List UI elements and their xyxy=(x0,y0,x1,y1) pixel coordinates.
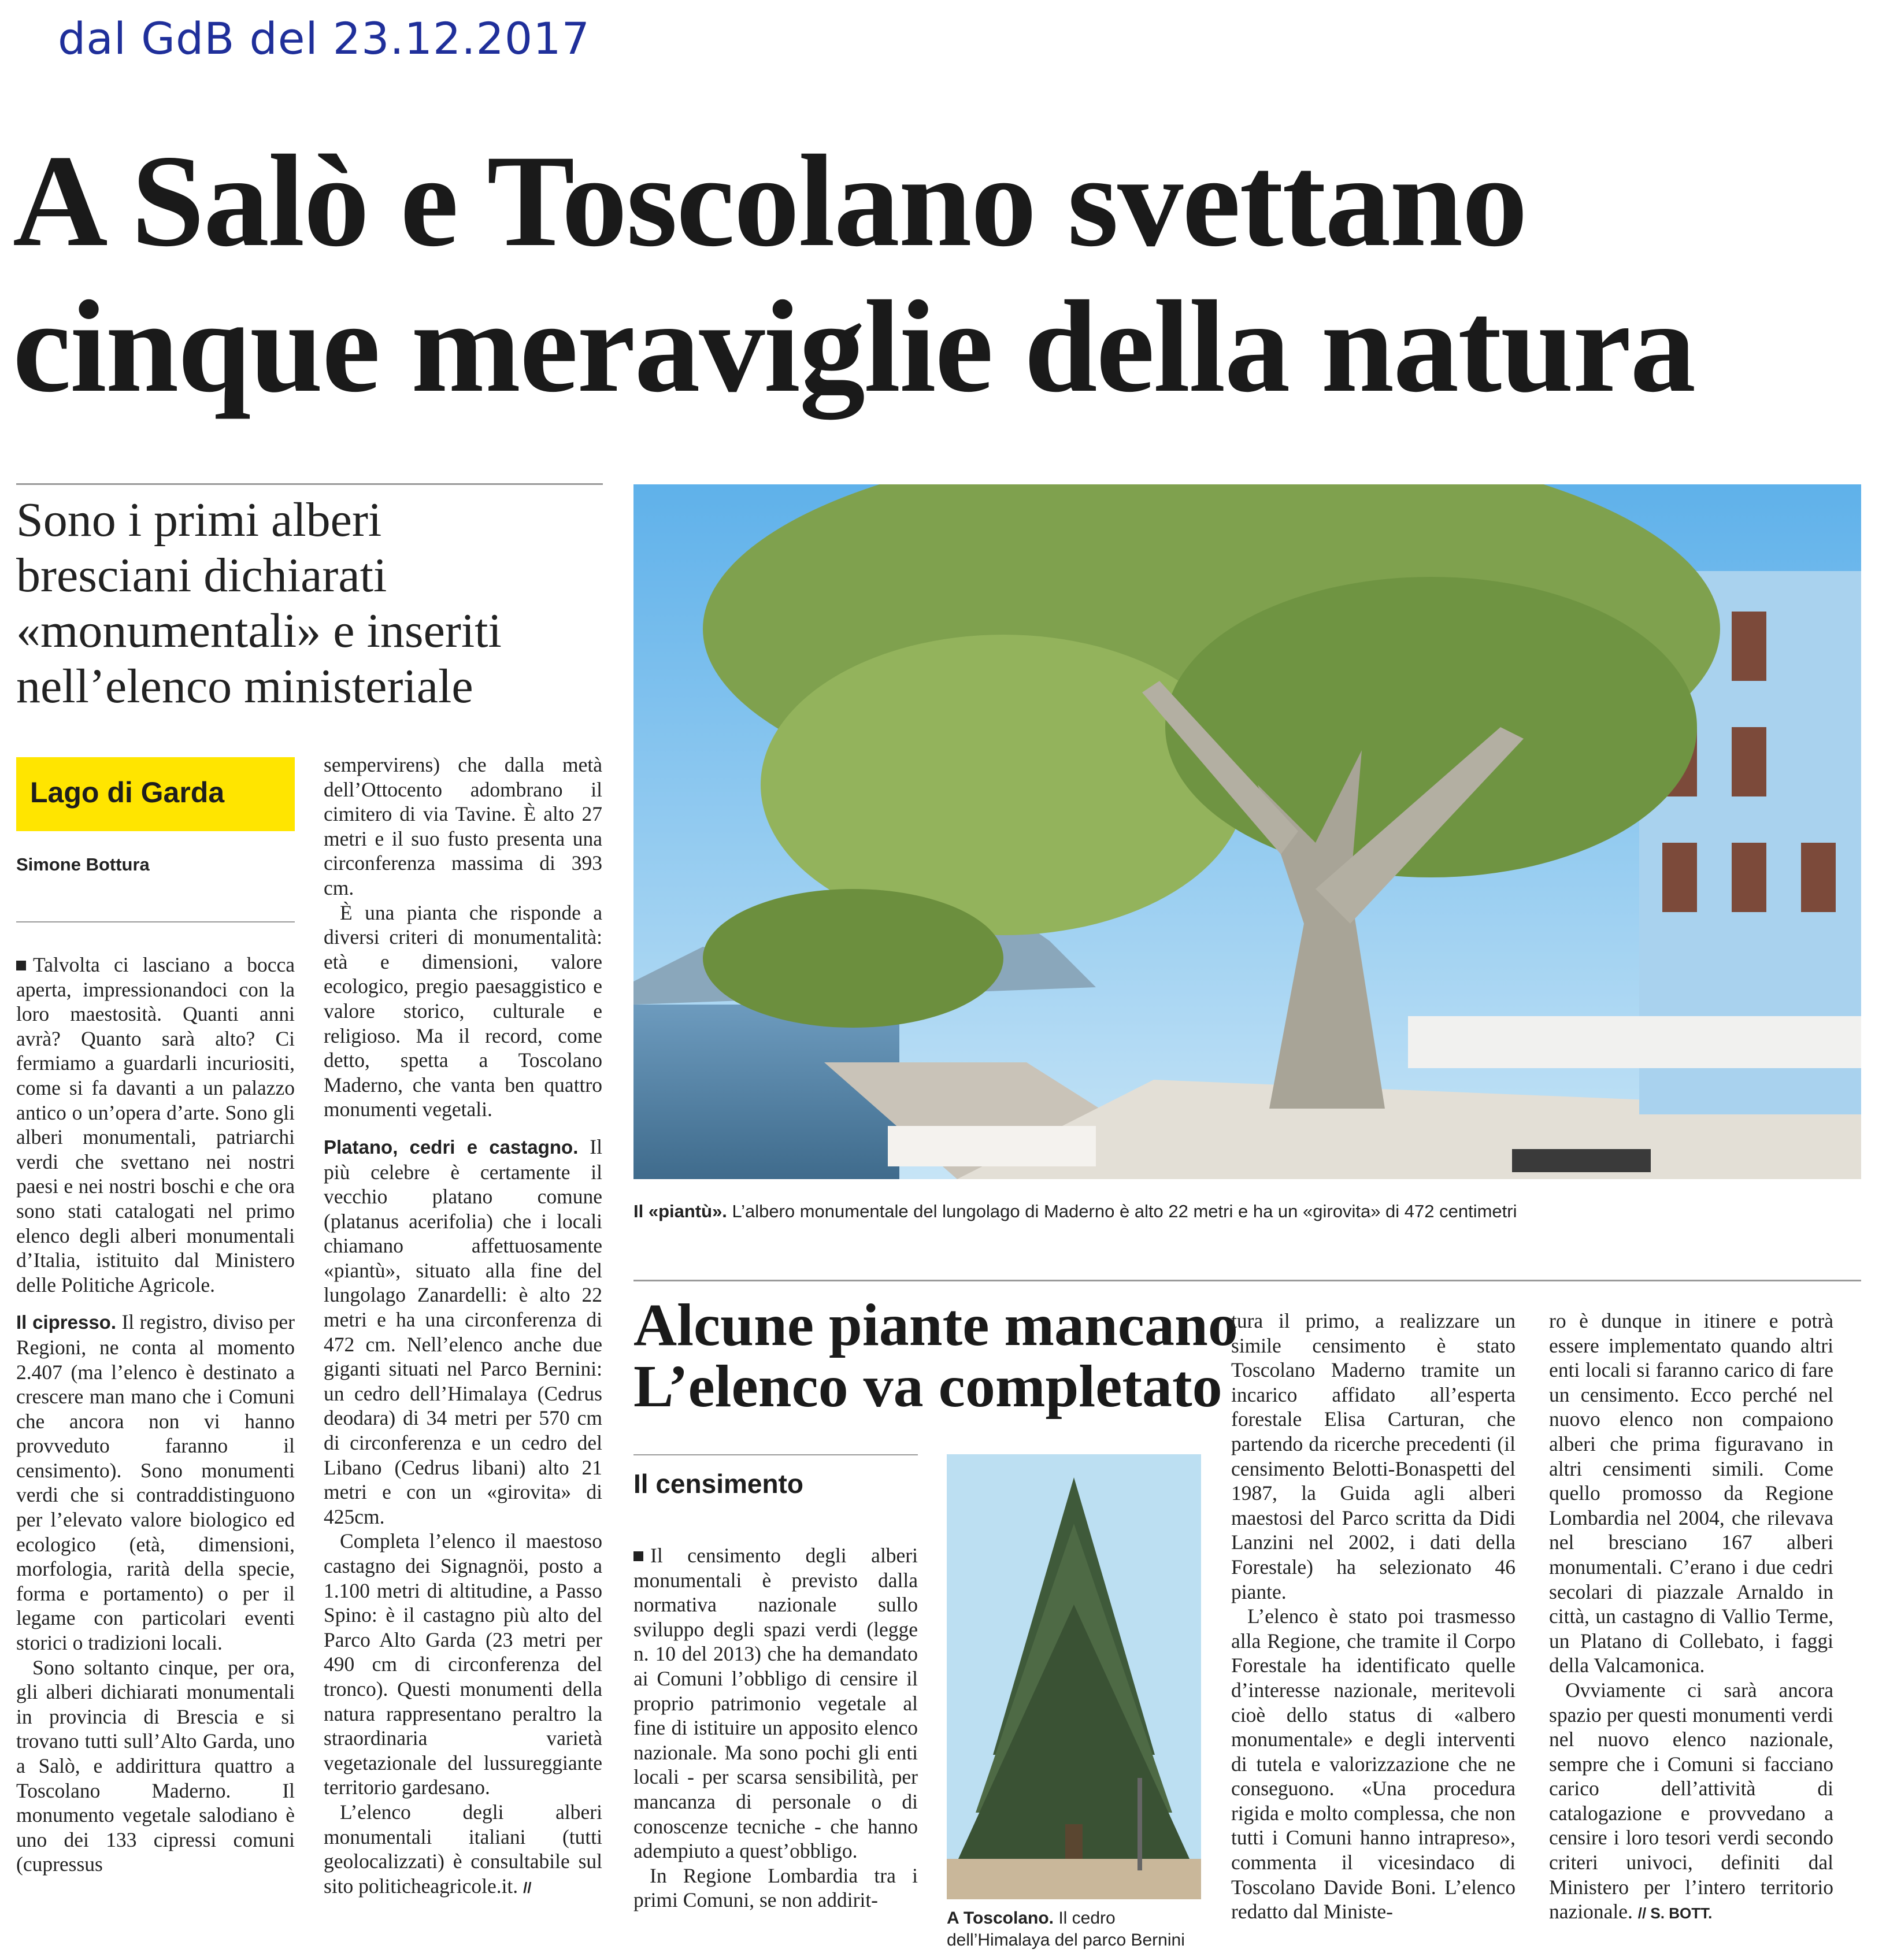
article2-paragraph: In Regione Lombardia tra i primi Comuni, se non addirit- xyxy=(633,1863,918,1912)
byline-rule xyxy=(16,921,295,922)
article1-p1-text: Talvolta ci lasciano a bocca aperta, impressionandoci con la loro maestosità. Quanti anni avrà? Quanto sarà alto? Ci fermiamo a guardarli incuriositi, come si fa davanti a un palazzo antico o un’opera d’arte. Sono gli alberi monumentali, patriarchi verdi che svettano nei nostri paesi e nei nostri boschi e che ora sono stati catalogati nel primo elenco degli alberi monumentali d’Italia, istituito dal Ministero delle Politiche Agricole. xyxy=(16,953,295,1296)
byline: Simone Bottura xyxy=(16,854,150,875)
photo2-caption xyxy=(947,1907,1201,1951)
article2-column-2 xyxy=(1231,1309,1516,1924)
article2-paragraph: L’elenco è stato poi trasmesso alla Regione, che tramite il Corpo Forestale ha identificato quelle d’interesse nazionale, meritevoli cioè dello status di «albero monumentale» e degli interventi di tutela e valorizzazione che ne conseguono. «Una procedura rigida e molto complessa, che non tutti i Comuni hanno intrapreso», commenta il vicesindaco di Toscolano Davide Boni. L’elenco redatto dal Ministe- xyxy=(1231,1605,1516,1924)
photo-himalayan-cedar xyxy=(947,1454,1201,1899)
paragraph-lead-in: Il cipresso. xyxy=(16,1311,117,1333)
section-tag-label: Lago di Garda xyxy=(30,776,225,809)
article1-paragraph xyxy=(16,953,295,1297)
article1-column-2 xyxy=(324,753,602,1900)
subhead-line-1: Sono i primi alberi xyxy=(16,493,382,547)
photo2-caption-text: Il cedro dell’Himalaya del parco Bernini xyxy=(947,1909,1185,1950)
article2-p1-text: Il censimento degli alberi monumentali è previsto dalla normativa nazionale sullo sviluppo degli spazi verdi (legge n. 10 del 2013) che ha demandato ai Comuni l’obbligo di censire il proprio patrimonio vegetale al fine di istituire un apposito elenco nazionale. Ma sono pochi gli enti locali - per scarsa sensibilità, per mancanza di personale o di conoscenze tecniche - che hanno adempiuto a quest’obbligo. xyxy=(633,1544,918,1863)
subhead-top-rule xyxy=(16,483,603,485)
article1-paragraph: È una pianta che risponde a diversi criteri di monumentalità: età e dimensioni, valore ecologico, pregio paesaggistico e valore storico, culturale e religioso. Ma il record, come detto, spetta a Toscolano Maderno, che vanta ben quattro monumenti vegetali. xyxy=(324,901,602,1121)
subhead-line-2: bresciani dichiarati xyxy=(16,549,387,602)
subheadline xyxy=(16,492,600,714)
lead-square-icon xyxy=(633,1551,643,1561)
article2-paragraph: ro è dunque in itinere e potrà essere implementato quando altri enti locali si faranno carico di fare un censimento. Ecco perché nel nuovo elenco non compaiono alberi che prima figuravano in altri censimenti simili. Come quello promosso da Regione Lombardia nel 2004, che rilevava nel bresciano 167 alberi monumentali. C’erano i due cedri secolari di piazzale Arnaldo in città, un castagno di Vallio Terme, un Platano di Collebato, i faggi della Valcamonica. xyxy=(1549,1309,1833,1677)
subhead-line-4: nell’elenco ministeriale xyxy=(16,659,473,713)
article2-paragraph xyxy=(633,1543,918,1863)
article2-section-label: Il censimento xyxy=(633,1469,803,1499)
end-mark: // xyxy=(523,1879,532,1896)
source-line: dal GdB del 23.12.2017 xyxy=(58,13,590,64)
article2-col3-p2-text: Ovviamente ci sarà ancora spazio per questi monumenti verdi nel nuovo elenco nazionale, sempre che i Comuni si facciano carico dell’attività di catalogazione e provvedano a censire i loro tesori verdi secondo criteri univoci, definiti dal Ministero per l’intero territorio nazionale. xyxy=(1549,1678,1833,1924)
headline-line-2: cinque meraviglie della natura xyxy=(13,274,1695,420)
article1-paragraph xyxy=(324,1135,602,1529)
photo1-caption xyxy=(633,1201,1861,1222)
section-label-rule xyxy=(633,1454,918,1455)
photo1-caption-lead: Il «piantù». xyxy=(633,1201,727,1221)
headline-line-1: A Salò e Toscolano svettano xyxy=(13,128,1527,274)
article1-col2-p3-text: Il più celebre è certamente il vecchio platano comune (platanus acerifolia) che i locali chiamano affettuosamente «piantù», situato alla fine del lungolago Zanardelli: è alto 22 metri e ha una circonferenza di 472 cm. Nell’elenco anche due giganti situati nel Parco Bernini: un cedro dell’Himalaya (Cedrus deodara) di 34 metri per 570 cm di circonferenza e un cedro del Libano (Cedrus libani) alto 21 metri e con un «girovita» di 425cm. xyxy=(324,1135,602,1528)
article1-paragraph xyxy=(16,1310,295,1655)
article1-paragraph: Sono soltanto cinque, per ora, gli alberi dichiarati monumentali in provincia di Brescia e si trovano tutti sull’Alto Garda, uno a Salò, e addirittura quattro a Toscolano Maderno. Il monumento vegetale salodiano è uno dei 133 cipressi comuni (cupressus xyxy=(16,1655,295,1876)
article1-p2-text: Il registro, diviso per Regioni, ne conta al momento 2.407 (ma l’elenco è destinato a crescere man mano che i Comuni che ancora non vi hanno provveduto faranno il censimento). Sono monumenti verdi che si contraddistinguono per l’elevato valore biologico ed ecologico (età, dimensioni, morfologia, rarità della specie, forma e portamento) o per il legame con particolari eventi storici o tradizioni locali. xyxy=(16,1310,295,1655)
article1-column-1 xyxy=(16,953,295,1877)
article1-paragraph: Completa l’elenco il maestoso castagno dei Signagnöi, posto a 1.100 metri di altitudine, a Passo Spino: è il castagno più alto del Parco Alto Garda (23 metri per 490 cm di circonferenza del tronco). Questi monumenti della natura rappresentano peraltro la straordinaria varietà vegetazionale del lussureggiante territorio gardesano. xyxy=(324,1529,602,1799)
article2-top-rule xyxy=(633,1280,1861,1281)
article2-headline-line-2: L’elenco va completato xyxy=(633,1353,1222,1420)
article1-paragraph: sempervirens) che dalla metà dell’Ottocento adombrano il cimitero di via Tavine. È alto 27 metri e il suo fusto presenta una circonferenza massima di 393 cm. xyxy=(324,753,602,899)
article2-headline xyxy=(633,1292,1258,1420)
lead-square-icon xyxy=(16,961,26,970)
page-headline xyxy=(13,128,1880,420)
article2-headline-line-1: Alcune piante mancano xyxy=(633,1292,1238,1358)
subhead-line-3: «monumentali» e inseriti xyxy=(16,604,502,658)
section-tag xyxy=(16,757,295,831)
article1-paragraph xyxy=(324,1800,602,1900)
photo-plane-tree xyxy=(633,484,1861,1179)
article2-column-1 xyxy=(633,1543,918,1913)
article1-col2-p5-text: L’elenco degli alberi monumentali italiani (tutti geolocalizzati) è consultabile sul sito politicheagricole.it. xyxy=(324,1800,602,1898)
photo1-caption-text: L’albero monumentale del lungolago di Maderno è alto 22 metri e ha un «girovita» di 472 centimetri xyxy=(727,1201,1517,1221)
article2-column-3 xyxy=(1549,1309,1833,1926)
author-signature: // S. BOTT. xyxy=(1637,1905,1713,1922)
article2-paragraph: tura il primo, a realizzare un simile censimento è stato Toscolano Maderno tramite un incarico affidato all’esperta forestale Elisa Carturan, che partendo da ricerche precedenti (il censimento Belotti-Bonaspetti del 1987, la Guida agli alberi maestosi del Parco scritta da Didi Lanzini nel 2002, i dati della Forestale) ha selezionato 46 piante. xyxy=(1231,1309,1516,1603)
photo2-caption-lead: A Toscolano. xyxy=(947,1909,1054,1928)
article2-paragraph xyxy=(1549,1678,1833,1926)
paragraph-lead-in: Platano, cedri e castagno. xyxy=(324,1136,579,1158)
